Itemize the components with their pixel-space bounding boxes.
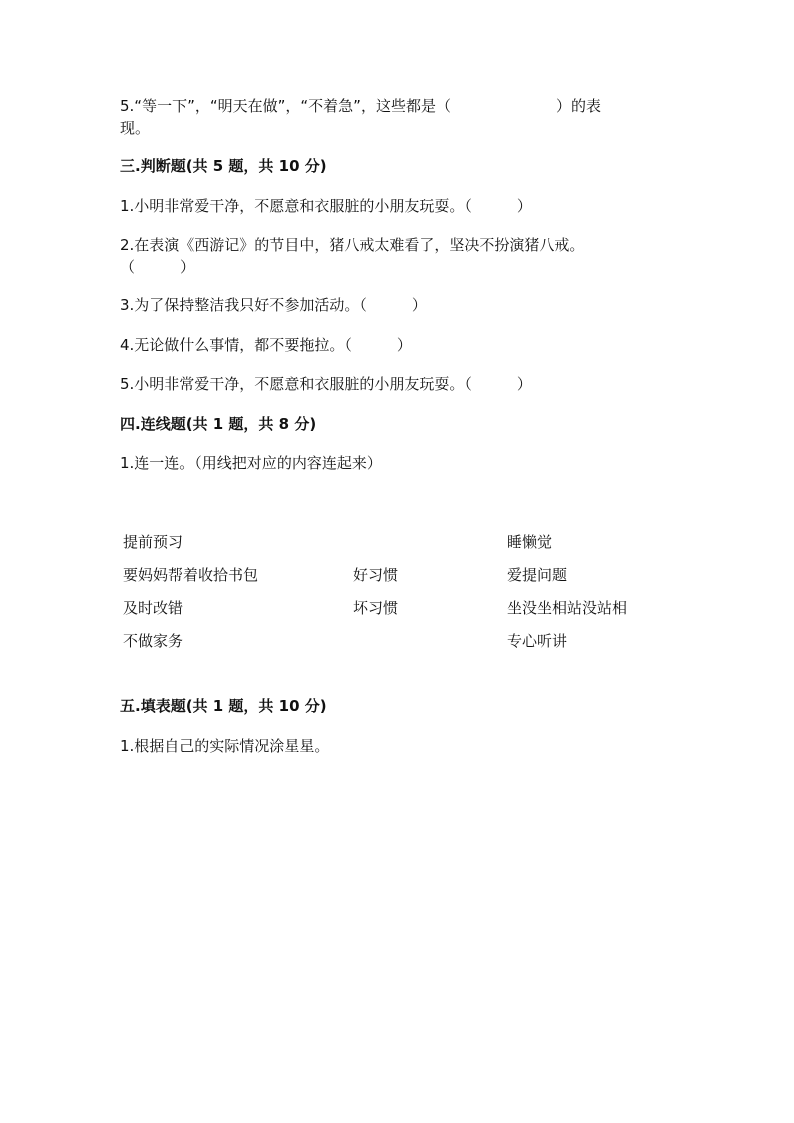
section-4-heading: 四.连线题(共 1 题，共 8 分) xyxy=(120,415,317,433)
middle-item-good-habit: 好习惯 xyxy=(353,566,399,584)
judge-question-2: 2.在表演《西游记》的节目中，猪八戒太难看了，坚决不扮演猪八戒。 xyxy=(120,236,585,254)
judge-question-5: 5.小明非常爱干净，不愿意和衣服脏的小朋友玩耍。（ ） xyxy=(120,375,532,393)
right-item-2: 爱提问题 xyxy=(507,566,568,584)
left-item-3: 及时改错 xyxy=(123,599,184,617)
judge-question-1: 1.小明非常爱干净，不愿意和衣服脏的小朋友玩耍。（ ） xyxy=(120,197,532,215)
section-3-heading: 三.判断题(共 5 题，共 10 分) xyxy=(120,157,327,175)
middle-item-bad-habit: 坏习惯 xyxy=(353,599,399,617)
left-item-1: 提前预习 xyxy=(123,533,184,551)
section-5-heading: 五.填表题(共 1 题，共 10 分) xyxy=(120,697,327,715)
matching-question: 1.连一连。（用线把对应的内容连起来） xyxy=(120,454,382,472)
judge-question-2-blank: （ ） xyxy=(120,258,196,276)
fill-question-5-line1: 5.“等一下”，“明天在做”，“不着急”，这些都是（ ）的表 xyxy=(120,97,601,115)
left-item-2: 要妈妈帮着收拾书包 xyxy=(123,566,259,584)
fill-question-5-line2: 现。 xyxy=(120,119,151,137)
table-question: 1.根据自己的实际情况涂星星。 xyxy=(120,737,330,755)
right-item-3: 坐没坐相站没站相 xyxy=(507,599,628,617)
judge-question-3: 3.为了保持整洁我只好不参加活动。（ ） xyxy=(120,296,427,314)
right-item-4: 专心听讲 xyxy=(507,632,568,650)
right-item-1: 睡懒觉 xyxy=(507,533,553,551)
judge-question-4: 4.无论做什么事情，都不要拖拉。（ ） xyxy=(120,336,412,354)
left-item-4: 不做家务 xyxy=(123,632,184,650)
